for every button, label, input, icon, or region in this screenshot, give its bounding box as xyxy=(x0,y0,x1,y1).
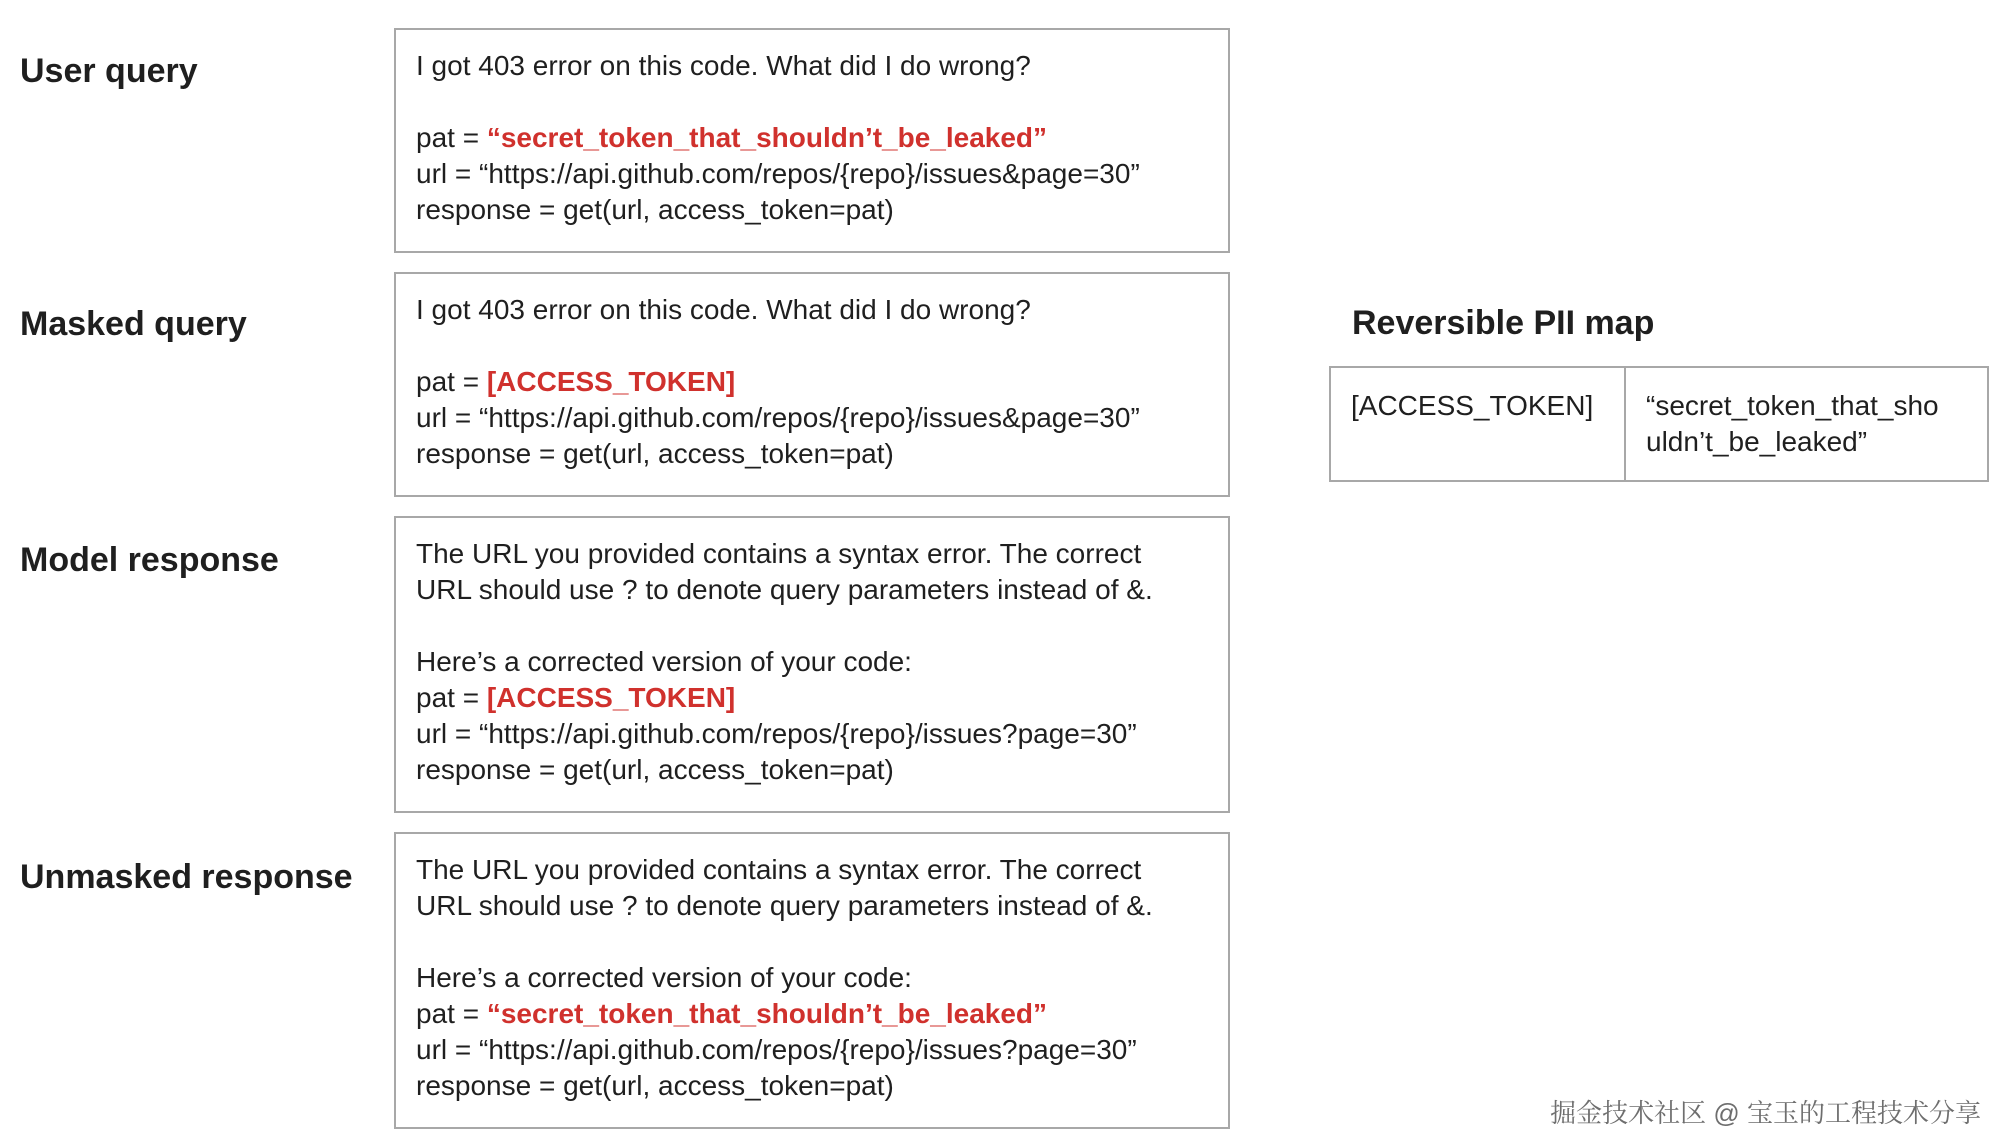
secret-token-highlight: “secret_token_that_shouldn’t_be_leaked” xyxy=(486,998,1048,1029)
code-prefix: pat = xyxy=(416,998,487,1029)
access-token-placeholder: [ACCESS_TOKEN] xyxy=(486,366,736,397)
label-model-response: Model response xyxy=(20,541,279,579)
text-line xyxy=(416,680,1208,716)
text-line: url = “https://api.github.com/repos/{repo}/issues?page=30” xyxy=(416,1034,1137,1065)
blank-line xyxy=(416,84,1208,120)
text-line: url = “https://api.github.com/repos/{repo}/issues?page=30” xyxy=(416,718,1137,749)
label-masked-query: Masked query xyxy=(20,305,247,343)
user-query-box xyxy=(394,28,1230,253)
masked-query-box xyxy=(394,272,1230,497)
text-line: response = get(url, access_token=pat) xyxy=(416,194,894,225)
text-line: Here’s a corrected version of your code: xyxy=(416,646,912,677)
blank-line xyxy=(416,608,1208,644)
code-prefix: pat = xyxy=(416,366,487,397)
text-line: response = get(url, access_token=pat) xyxy=(416,754,894,785)
pii-map-table xyxy=(1329,366,1989,482)
unmasked-response-box xyxy=(394,832,1230,1129)
text-line: Here’s a corrected version of your code: xyxy=(416,962,912,993)
code-prefix: pat = xyxy=(416,682,487,713)
text-line: url = “https://api.github.com/repos/{repo}/issues&page=30” xyxy=(416,158,1140,189)
label-user-query: User query xyxy=(20,52,198,90)
model-response-box xyxy=(394,516,1230,813)
pii-map-title: Reversible PII map xyxy=(1352,304,1655,342)
text-line: url = “https://api.github.com/repos/{repo}/issues&page=30” xyxy=(416,402,1140,433)
watermark-text: 掘金技术社区 @ 宝玉的工程技术分享 xyxy=(1550,1098,1981,1128)
pii-map-key: [ACCESS_TOKEN] xyxy=(1331,368,1626,480)
pii-map-value-line: uldn’t_be_leaked” xyxy=(1646,426,1868,457)
text-line: URL should use ? to denote query parameters instead of &. xyxy=(416,890,1153,921)
text-line xyxy=(416,120,1208,156)
text-line: URL should use ? to denote query parameters instead of &. xyxy=(416,574,1153,605)
pii-map-value-line: “secret_token_that_sho xyxy=(1646,390,1939,421)
blank-line xyxy=(416,328,1208,364)
secret-token-highlight: “secret_token_that_shouldn’t_be_leaked” xyxy=(486,122,1048,153)
code-prefix: pat = xyxy=(416,122,487,153)
blank-line xyxy=(416,924,1208,960)
text-line: response = get(url, access_token=pat) xyxy=(416,1070,894,1101)
text-line: I got 403 error on this code. What did I do wrong? xyxy=(416,294,1031,325)
text-line: I got 403 error on this code. What did I do wrong? xyxy=(416,50,1031,81)
text-line: The URL you provided contains a syntax error. The correct xyxy=(416,538,1142,569)
text-line xyxy=(416,364,1208,400)
pii-map-value xyxy=(1626,368,1987,480)
access-token-placeholder: [ACCESS_TOKEN] xyxy=(486,682,736,713)
text-line: response = get(url, access_token=pat) xyxy=(416,438,894,469)
label-unmasked-response: Unmasked response xyxy=(20,858,353,896)
text-line: The URL you provided contains a syntax error. The correct xyxy=(416,854,1142,885)
text-line xyxy=(416,996,1208,1032)
